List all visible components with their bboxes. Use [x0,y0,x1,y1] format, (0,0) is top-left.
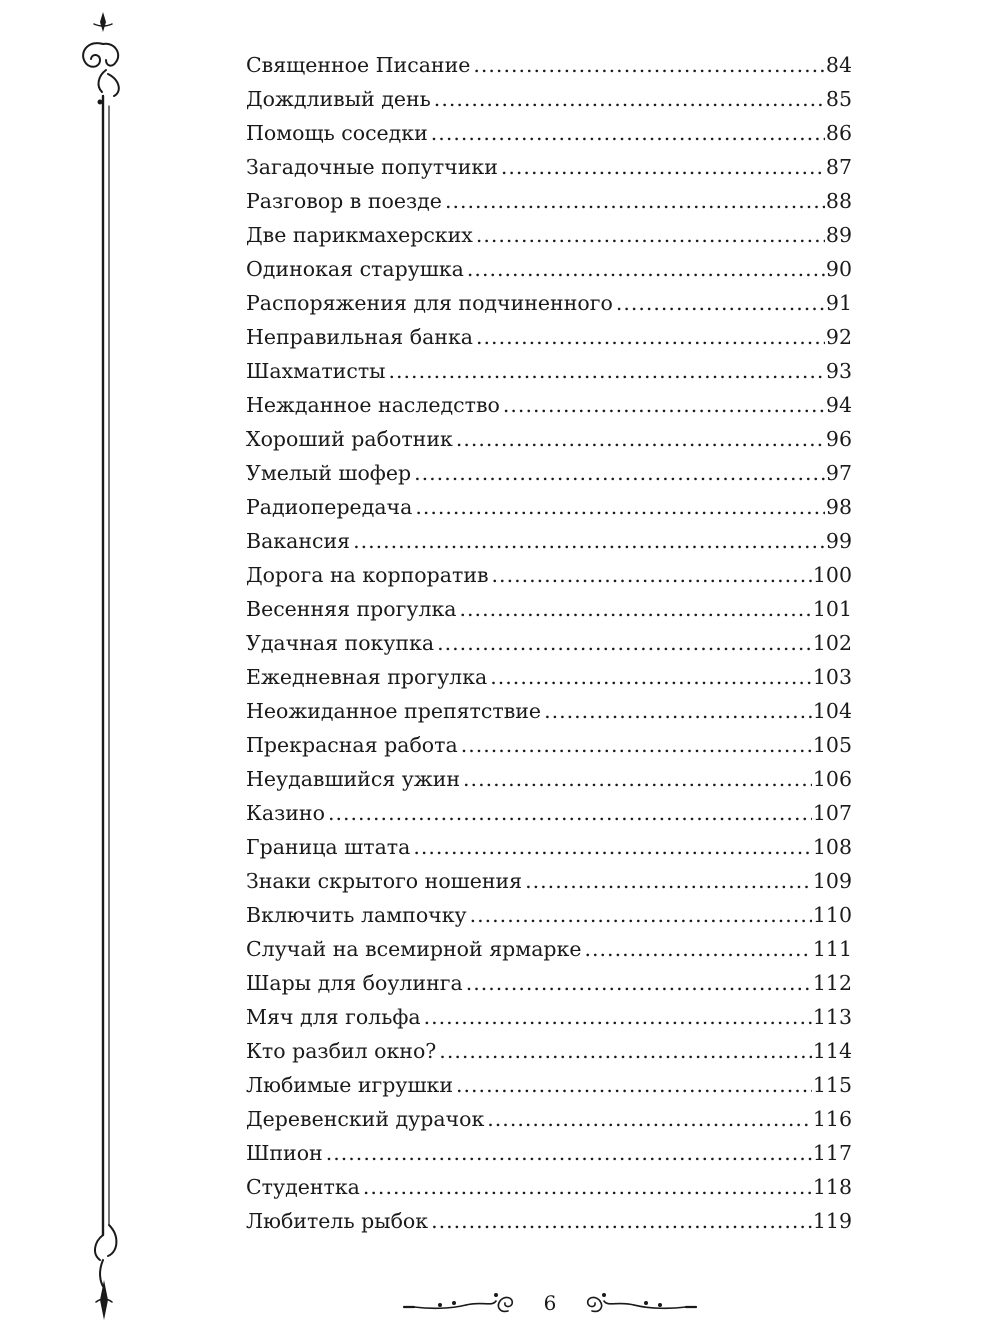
toc-entry-leader-dots [353,524,825,558]
toc-entry-leader-dots [503,388,825,422]
toc-entry [246,286,852,320]
toc-entry [246,558,852,592]
toc-entry-title: Шары для боулинга [246,971,463,995]
toc-entry-page-number: 105 [812,733,852,757]
toc-entry-leader-dots [525,864,812,898]
toc-entry [246,524,852,558]
toc-entry-title: Неудавшийся ужин [246,767,461,791]
toc-entry-title: Деревенский дурачок [246,1107,485,1131]
toc-entry-page-number: 100 [812,563,852,587]
toc-entry-page-number: 87 [825,155,852,179]
toc-entry-title: Две парикмахерских [246,223,473,247]
toc-entry-title: Шахматисты [246,359,386,383]
toc-entry-title: Кто разбил окно? [246,1039,437,1063]
toc-entry-title: Радиопередача [246,495,413,519]
toc-entry [246,1170,852,1204]
toc-entry [246,592,852,626]
toc-entry-page-number: 112 [812,971,852,995]
toc-entry-leader-dots [616,286,825,320]
toc-entry-title: Помощь соседки [246,121,428,145]
toc-entry-title: Одинокая старушка [246,257,464,281]
toc-entry-leader-dots [389,354,825,388]
toc-entry-title: Дождливый день [246,87,431,111]
toc-entry-page-number: 86 [825,121,852,145]
toc-entry [246,694,852,728]
toc-entry-page-number: 119 [812,1209,852,1233]
toc-entry-page-number: 104 [812,699,852,723]
toc-entry-leader-dots [476,218,825,252]
toc-entry-page-number: 111 [812,937,852,961]
toc-entry-title: Разговор в поезде [246,189,442,213]
toc-entry [246,1068,852,1102]
page-number: 6 [543,1291,557,1315]
toc-entry [246,82,852,116]
toc-entry-page-number: 99 [825,529,852,553]
toc-entry-leader-dots [414,456,825,490]
toc-entry [246,218,852,252]
toc-entry-title: Знаки скрытого ношения [246,869,523,893]
toc-entry [246,388,852,422]
toc-entry [246,490,852,524]
toc-entry [246,966,852,1000]
toc-entry-page-number: 118 [812,1175,852,1199]
toc-entry-leader-dots [326,1136,812,1170]
toc-entry-page-number: 106 [812,767,852,791]
toc-entry-title: Ежедневная прогулка [246,665,488,689]
toc-entry [246,830,852,864]
toc-entry-leader-dots [490,660,812,694]
toc-entry-leader-dots [445,184,825,218]
toc-entry-title: Загадочные попутчики [246,155,498,179]
toc-entry-title: Умелый шофер [246,461,412,485]
toc-entry-page-number: 90 [825,257,852,281]
toc-entry-leader-dots [476,320,825,354]
toc-entry-page-number: 94 [825,393,852,417]
toc-entry-leader-dots [466,966,812,1000]
toc-entry [246,422,852,456]
toc-entry-page-number: 88 [825,189,852,213]
swirl-flourish-right-icon [582,1287,700,1317]
toc-entry [246,48,852,82]
toc-entry [246,1102,852,1136]
toc-entry [246,796,852,830]
toc-entry-page-number: 107 [812,801,852,825]
toc-entry [246,320,852,354]
toc-entry-leader-dots [585,932,812,966]
toc-entry-title: Вакансия [246,529,351,553]
toc-entry-leader-dots [456,1068,812,1102]
toc-entry-page-number: 84 [825,53,852,77]
toc-entry-title: Казино [246,801,325,825]
toc-entry-title: Весенняя прогулка [246,597,457,621]
page-footer [400,1283,700,1323]
toc-entry-leader-dots [461,728,812,762]
toc-entry-title: Хороший работник [246,427,453,451]
toc-entry-leader-dots [437,626,812,660]
toc-entry [246,184,852,218]
toc-entry-title: Неправильная банка [246,325,474,349]
toc-entry-leader-dots [473,48,825,82]
toc-entry-title: Неожиданное препятствие [246,699,542,723]
toc-entry-page-number: 97 [825,461,852,485]
vertical-flourish-border-icon [70,10,140,1325]
toc-entry-title: Священное Писание [246,53,471,77]
toc-entry-leader-dots [328,796,812,830]
toc-entry-leader-dots [431,116,825,150]
toc-entry-title: Студентка [246,1175,360,1199]
toc-entry-title: Мяч для гольфа [246,1005,421,1029]
toc-entry [246,1000,852,1034]
toc-entry-leader-dots [413,830,812,864]
toc-entry-title: Любитель рыбок [246,1209,429,1233]
toc-entry-leader-dots [501,150,825,184]
toc-entry [246,1136,852,1170]
toc-entry-page-number: 117 [812,1141,852,1165]
toc-entry-page-number: 93 [825,359,852,383]
toc-entry-title: Дорога на корпоратив [246,563,489,587]
toc-entry-page-number: 113 [812,1005,852,1029]
toc-entry [246,1204,852,1238]
toc-entry-leader-dots [467,252,825,286]
toc-entry-leader-dots [460,592,812,626]
toc-entry-page-number: 110 [812,903,852,927]
swirl-flourish-left-icon [400,1287,518,1317]
toc-entry-title: Распоряжения для подчиненного [246,291,613,315]
toc-entry-title: Удачная покупка [246,631,435,655]
toc-entry-page-number: 116 [812,1107,852,1131]
toc-entry-leader-dots [487,1102,812,1136]
toc-entry [246,1034,852,1068]
table-of-contents [246,48,852,1238]
toc-entry [246,150,852,184]
toc-entry-page-number: 98 [825,495,852,519]
toc-entry-leader-dots [544,694,812,728]
toc-entry-leader-dots [492,558,812,592]
toc-entry-title: Любимые игрушки [246,1073,453,1097]
toc-entry [246,660,852,694]
toc-entry-page-number: 109 [812,869,852,893]
toc-entry [246,456,852,490]
toc-entry-leader-dots [363,1170,812,1204]
toc-entry-page-number: 101 [812,597,852,621]
toc-entry-page-number: 108 [812,835,852,859]
toc-entry-page-number: 92 [825,325,852,349]
toc-entry-page-number: 96 [825,427,852,451]
toc-entry [246,898,852,932]
toc-entry-leader-dots [431,1204,812,1238]
toc-entry-page-number: 103 [812,665,852,689]
toc-entry [246,728,852,762]
toc-entry-title: Прекрасная работа [246,733,458,757]
toc-entry-page-number: 89 [825,223,852,247]
toc-entry [246,354,852,388]
toc-entry-leader-dots [470,898,812,932]
toc-entry-title: Нежданное наследство [246,393,500,417]
toc-entry-leader-dots [456,422,825,456]
toc-entry [246,116,852,150]
toc-entry-leader-dots [463,762,812,796]
toc-entry-title: Включить лампочку [246,903,467,927]
toc-entry-leader-dots [434,82,825,116]
toc-entry-page-number: 114 [812,1039,852,1063]
toc-entry [246,252,852,286]
toc-entry [246,932,852,966]
toc-entry-page-number: 91 [825,291,852,315]
toc-entry [246,626,852,660]
toc-entry-leader-dots [424,1000,812,1034]
toc-entry-leader-dots [415,490,825,524]
toc-entry-title: Граница штата [246,835,411,859]
toc-entry [246,762,852,796]
toc-entry [246,864,852,898]
toc-entry-title: Случай на всемирной ярмарке [246,937,582,961]
toc-entry-page-number: 102 [812,631,852,655]
toc-entry-page-number: 115 [812,1073,852,1097]
toc-entry-title: Шпион [246,1141,323,1165]
toc-entry-leader-dots [439,1034,812,1068]
toc-entry-page-number: 85 [825,87,852,111]
